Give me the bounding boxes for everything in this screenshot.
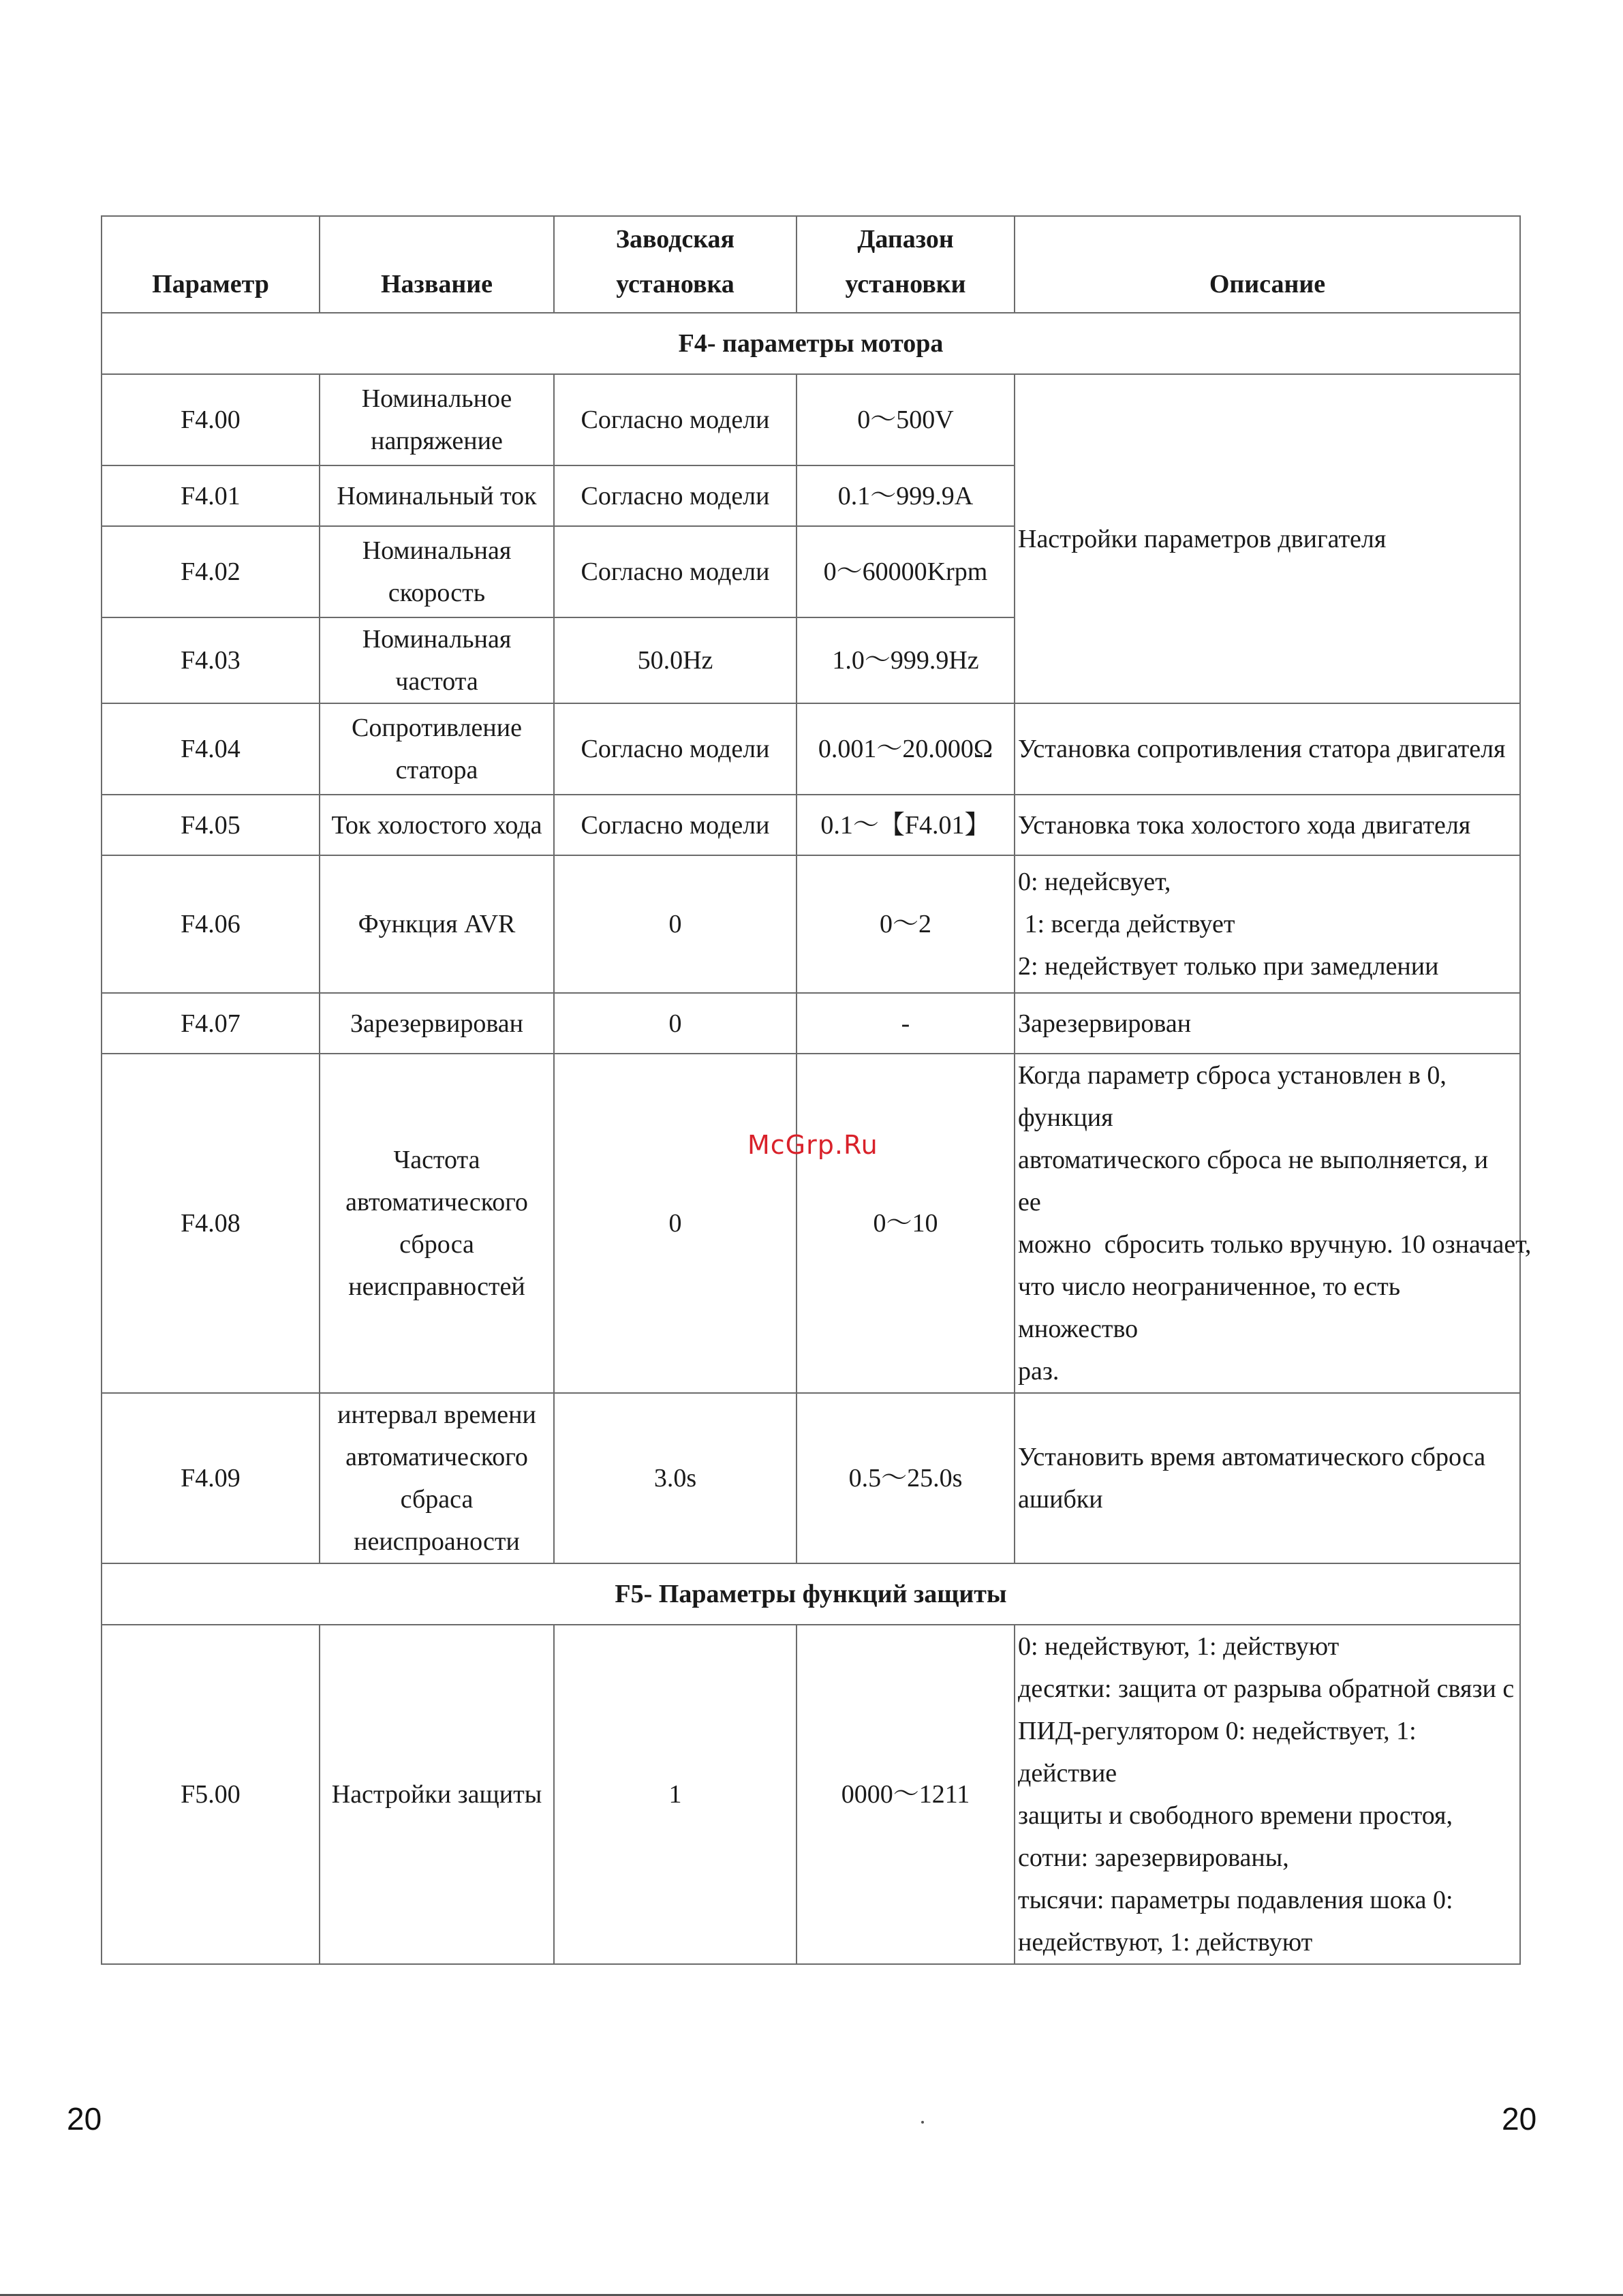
param-desc-line: 2: недействует только при замедлении (1018, 952, 1439, 981)
table-row (102, 703, 1520, 795)
param-desc-line: раз. (1018, 1357, 1060, 1386)
param-name-line: автоматического (345, 1443, 528, 1471)
footer-dot (921, 2121, 924, 2124)
param-desc-line: Когда параметр сброса установлен в 0, функция (1018, 1061, 1447, 1132)
param-name: Номинальный ток (320, 465, 554, 526)
param-code: F4.03 (102, 617, 320, 703)
table-row (102, 1625, 1520, 1964)
param-name (320, 703, 554, 795)
param-range: 0～500V (797, 374, 1015, 465)
param-name (320, 374, 554, 465)
param-desc: Зарезервирован (1015, 993, 1520, 1054)
section-row-f4 (102, 313, 1520, 374)
param-name-line: интервал времени (337, 1400, 536, 1429)
param-code: F4.07 (102, 993, 320, 1054)
param-name-line: неисправностей (348, 1272, 525, 1301)
param-desc: Установка сопротивления статора двигателя (1015, 703, 1520, 795)
param-name: Зарезервирован (320, 993, 554, 1054)
param-name-line: автоматического (345, 1188, 528, 1216)
param-desc-line: автоматического сброса не выполняется, и ее (1018, 1146, 1489, 1216)
param-factory: 3.0s (554, 1393, 797, 1563)
param-factory: 0 (554, 993, 797, 1054)
param-code: F4.08 (102, 1054, 320, 1393)
param-factory: Согласно модели (554, 465, 797, 526)
section-f4-title: F4- параметры мотора (102, 313, 1520, 374)
param-name-line: Сопротивление (352, 714, 522, 742)
param-name-line: напряжение (371, 427, 503, 455)
param-desc-line: что число неограниченное, то есть множество (1018, 1272, 1401, 1343)
param-factory: Согласно модели (554, 703, 797, 795)
table-row (102, 855, 1520, 993)
table-row (102, 1393, 1520, 1563)
param-code: F4.09 (102, 1393, 320, 1563)
table-row (102, 374, 1520, 465)
param-desc-line: защиты и свободного времени простоя, (1018, 1801, 1453, 1830)
param-factory: 50.0Hz (554, 617, 797, 703)
param-desc (1015, 1054, 1532, 1393)
param-range: 0～10 (797, 1054, 1015, 1393)
table-row (102, 795, 1520, 855)
header-range (797, 216, 1015, 313)
parameters-table (101, 215, 1532, 1965)
param-range: 0.1～【F4.01】 (797, 795, 1015, 855)
param-code: F5.00 (102, 1625, 320, 1964)
param-code: F4.05 (102, 795, 320, 855)
param-range: 0.5～25.0s (797, 1393, 1015, 1563)
param-range: 1.0～999.9Hz (797, 617, 1015, 703)
header-range-line2: установки (845, 270, 966, 299)
param-factory: Согласно модели (554, 526, 797, 617)
param-name-line: сброса (399, 1230, 474, 1259)
param-desc: Установка тока холостого хода двигателя (1015, 795, 1520, 855)
table-row (102, 993, 1520, 1054)
param-desc-line: 0: недейсвует, (1018, 868, 1171, 896)
param-name: Ток холостого хода (320, 795, 554, 855)
param-range: 0～2 (797, 855, 1015, 993)
param-range: 0000～1211 (797, 1625, 1015, 1964)
param-code: F4.00 (102, 374, 320, 465)
param-factory: 0 (554, 855, 797, 993)
param-range: 0～60000Krpm (797, 526, 1015, 617)
param-factory: Согласно модели (554, 374, 797, 465)
table-header-row (102, 216, 1520, 313)
param-name (320, 1054, 554, 1393)
param-range: - (797, 993, 1015, 1054)
param-factory: 1 (554, 1625, 797, 1964)
param-code: F4.02 (102, 526, 320, 617)
param-name-line: Номинальное (361, 384, 512, 413)
section-f5-title: F5- Параметры функций защиты (102, 1563, 1520, 1625)
param-desc-line: тысячи: параметры подавления шока 0: (1018, 1886, 1453, 1914)
param-name: Номинальная скорость (320, 526, 554, 617)
param-desc-line: недействуют, 1: действуют (1018, 1928, 1313, 1957)
header-desc: Описание (1015, 216, 1520, 313)
header-name: Название (320, 216, 554, 313)
param-desc (1015, 855, 1520, 993)
param-desc (1015, 1625, 1520, 1964)
param-code: F4.06 (102, 855, 320, 993)
param-desc-line: сотни: зарезервированы, (1018, 1843, 1289, 1872)
param-factory: Согласно модели (554, 795, 797, 855)
header-factory: Заводская установка (554, 216, 797, 313)
param-name-line: сбраса неиспроаности (354, 1485, 520, 1556)
table-row (102, 1054, 1520, 1393)
param-desc-line: десятки: защита от разрыва обратной связи с (1018, 1674, 1515, 1703)
param-desc-line: Установить время автоматического сброса (1018, 1443, 1486, 1471)
param-name: Номинальная частота (320, 617, 554, 703)
param-code: F4.04 (102, 703, 320, 795)
param-desc-line: 0: недействуют, 1: действуют (1018, 1632, 1340, 1661)
section-row-f5 (102, 1563, 1520, 1625)
param-name: Функция AVR (320, 855, 554, 993)
param-desc-line: можно сбросить только вручную. 10 означает, (1018, 1230, 1532, 1259)
param-name-line: статора (395, 756, 478, 784)
param-desc-line: ПИД-регулятором 0: недействует, 1: действие (1018, 1717, 1417, 1788)
param-name: Настройки защиты (320, 1625, 554, 1964)
header-range-line1: Дапазон (857, 225, 954, 254)
param-desc-merged: Настройки параметров двигателя (1015, 374, 1520, 703)
page-number-left: 20 (67, 2101, 102, 2137)
header-param: Параметр (102, 216, 320, 313)
param-range: 0.001～20.000Ω (797, 703, 1015, 795)
param-factory: 0 (554, 1054, 797, 1393)
param-desc-line: 1: всегда действует (1018, 910, 1235, 938)
param-code: F4.01 (102, 465, 320, 526)
param-name (320, 1393, 554, 1563)
param-name-line: Частота (393, 1146, 480, 1174)
page-number-right: 20 (1502, 2101, 1537, 2137)
param-desc (1015, 1393, 1520, 1563)
param-range: 0.1～999.9A (797, 465, 1015, 526)
watermark: McGrp.Ru (747, 1130, 878, 1160)
param-desc-line: ашибки (1018, 1485, 1103, 1514)
